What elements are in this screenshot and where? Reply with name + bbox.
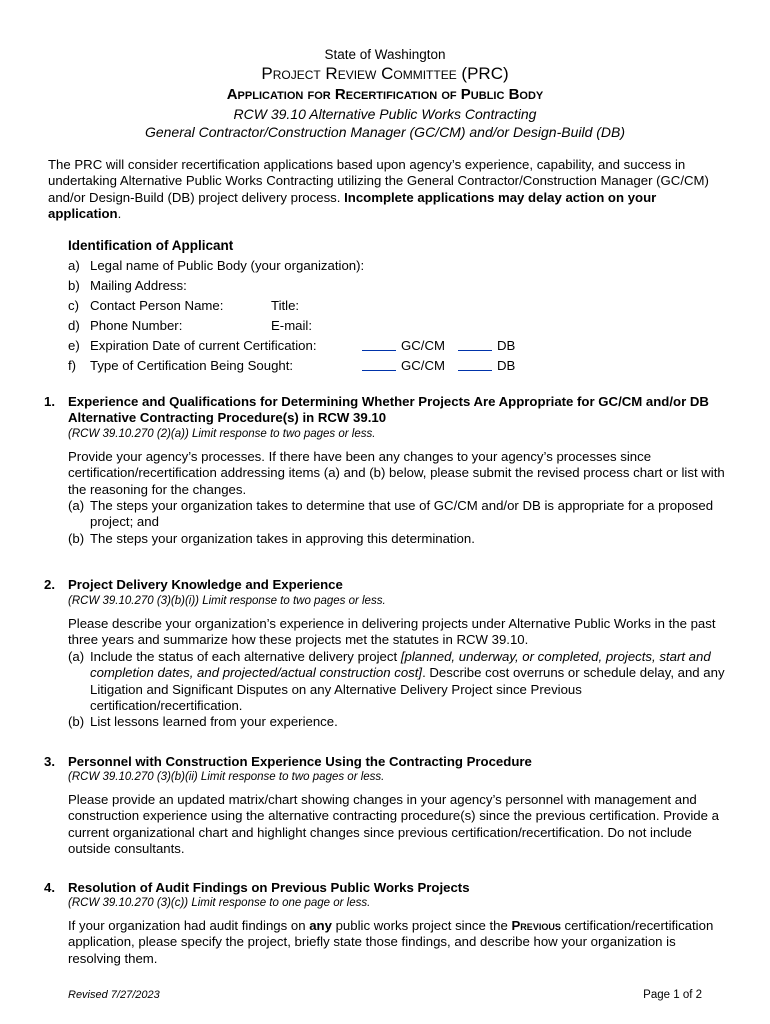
id-label: Phone Number: bbox=[90, 318, 183, 333]
intro-end: . bbox=[117, 205, 122, 221]
body-bold: any bbox=[309, 918, 332, 933]
gccm-checkbox-line[interactable] bbox=[362, 338, 445, 353]
application-title: Application for Recertification of Public Body bbox=[226, 86, 544, 103]
body-mid: public works project since the bbox=[331, 918, 512, 933]
section-3-title: Personnel with Construction Experience Using the Contracting Procedure bbox=[68, 754, 532, 769]
id-label: Mailing Address: bbox=[90, 278, 187, 293]
id-row-certification-type bbox=[68, 358, 568, 376]
revised-date: Revised 7/27/2023 bbox=[68, 989, 160, 1001]
gccm-option-label: GC/CM bbox=[401, 358, 445, 373]
section-1-number: 1. bbox=[44, 394, 55, 409]
id-label: Expiration Date of current Certification: bbox=[90, 338, 317, 353]
intro-paragraph bbox=[48, 157, 728, 222]
item-letter: (b) bbox=[68, 714, 85, 729]
section-3-note: (RCW 39.10.270 (3)(b)(ii) Limit response to two pages or less. bbox=[68, 771, 385, 783]
item-letter: (a) bbox=[68, 498, 85, 513]
id-letter: b) bbox=[68, 278, 80, 293]
id-letter: e) bbox=[68, 338, 80, 353]
intro-text: The PRC will consider recertification applications based upon agency’s experience, capability, and success in undertaking Alternative Public Works Contracting utilizing the General Contractor/Construction Manager (GC/CM) and/or Design-Build (DB) project delivery process. bbox=[48, 157, 709, 205]
db-option-label: DB bbox=[497, 338, 516, 353]
section-4-number: 4. bbox=[44, 880, 55, 895]
section-1-body: Provide your agency’s processes. If there have been any changes to your agency’s processes since certification/recertification addressing items (a) and (b) below, please submit the revised process chart or list with the reasoning for the changes. bbox=[68, 449, 725, 497]
db-option-label: DB bbox=[497, 358, 516, 373]
id-label: Contact Person Name: bbox=[90, 298, 224, 313]
section-4-note: (RCW 39.10.270 (3)(c)) Limit response to one page or less. bbox=[68, 897, 371, 909]
id-label-title: Title: bbox=[271, 298, 300, 313]
gccm-checkbox-line[interactable] bbox=[362, 358, 445, 373]
item-text: The steps your organization takes in approving this determination. bbox=[90, 531, 475, 546]
item-text-post: . Describe cost overruns or schedule delay, and any Litigation and Significant Disputes on any Alternative Delivery Project since Previous certification/recertification. bbox=[90, 665, 725, 713]
id-label: Type of Certification Being Sought: bbox=[90, 358, 294, 373]
section-1-title: Experience and Qualifications for Determining Whether Projects Are Appropriate for GC/CM and/or DB Alternative Contracting Procedure(s) in RCW 39.10 bbox=[68, 394, 709, 426]
section-1-item-b bbox=[68, 531, 728, 547]
section-2-title: Project Delivery Knowledge and Experience bbox=[68, 577, 343, 592]
rcw-subtitle: RCW 39.10 Alternative Public Works Contracting bbox=[233, 106, 537, 122]
section-4-title: Resolution of Audit Findings on Previous Public Works Projects bbox=[68, 880, 470, 895]
section-2-number: 2. bbox=[44, 577, 55, 592]
id-row-expiration bbox=[68, 338, 568, 356]
section-1-item-a bbox=[68, 498, 728, 531]
db-checkbox-line[interactable] bbox=[458, 338, 515, 353]
body-pre: If your organization had audit findings on bbox=[68, 918, 310, 933]
item-letter: (b) bbox=[68, 531, 85, 546]
identification-heading: Identification of Applicant bbox=[68, 238, 234, 253]
page-number: Page 1 of 2 bbox=[643, 989, 702, 1001]
state-name: State of Washington bbox=[324, 47, 446, 62]
committee-title: Project Review Committee (PRC) bbox=[261, 64, 509, 83]
body-smallcaps: Previous bbox=[511, 918, 561, 933]
item-letter: (a) bbox=[68, 649, 85, 664]
id-label: Legal name of Public Body (your organization): bbox=[90, 258, 365, 273]
section-1-note: (RCW 39.10.270 (2)(a)) Limit response to two pages or less. bbox=[68, 428, 376, 440]
item-text-italic: [planned, underway, or completed, projects, start and completion dates, and projected/actual construction cost] bbox=[90, 649, 711, 681]
item-text: List lessons learned from your experience. bbox=[90, 714, 338, 729]
section-4-body bbox=[68, 918, 728, 967]
id-letter: d) bbox=[68, 318, 80, 333]
section-2-item-a bbox=[68, 649, 728, 714]
db-checkbox-line[interactable] bbox=[458, 358, 515, 373]
item-text: The steps your organization takes to determine that use of GC/CM and/or DB is appropriate for a proposed project; and bbox=[90, 498, 714, 530]
section-2-item-b bbox=[68, 714, 728, 730]
section-3-number: 3. bbox=[44, 754, 55, 769]
id-letter: f) bbox=[68, 358, 77, 373]
id-letter: c) bbox=[68, 298, 79, 313]
delivery-subtitle: General Contractor/Construction Manager (GC/CM) and/or Design-Build (DB) bbox=[144, 124, 626, 140]
intro-bold: Incomplete applications may delay action on your application bbox=[48, 189, 657, 221]
body-post: certification/recertification application, please specify the project, briefly state those findings, and describe how your organization is resolving them. bbox=[68, 918, 714, 966]
item-text-pre: Include the status of each alternative delivery project bbox=[90, 649, 401, 664]
section-2-body: Please describe your organization’s experience in delivering projects under Alternative Public Works in the past three years and summarize how these projects met the statutes in RCW 39.10. bbox=[68, 616, 716, 648]
id-letter: a) bbox=[68, 258, 80, 273]
section-2-note: (RCW 39.10.270 (3)(b)(i)) Limit response to two pages or less. bbox=[68, 595, 386, 607]
id-label-email: E-mail: bbox=[271, 318, 313, 333]
item-text bbox=[90, 649, 728, 714]
gccm-option-label: GC/CM bbox=[401, 338, 445, 353]
section-3-body: Please provide an updated matrix/chart showing changes in your agency’s personnel with management and construction experience using the alternative contracting procedure(s) since the previous certification. Provide a current organizational chart and highlight changes since previous certification/recertification. Do not include outside consultants. bbox=[68, 792, 719, 856]
